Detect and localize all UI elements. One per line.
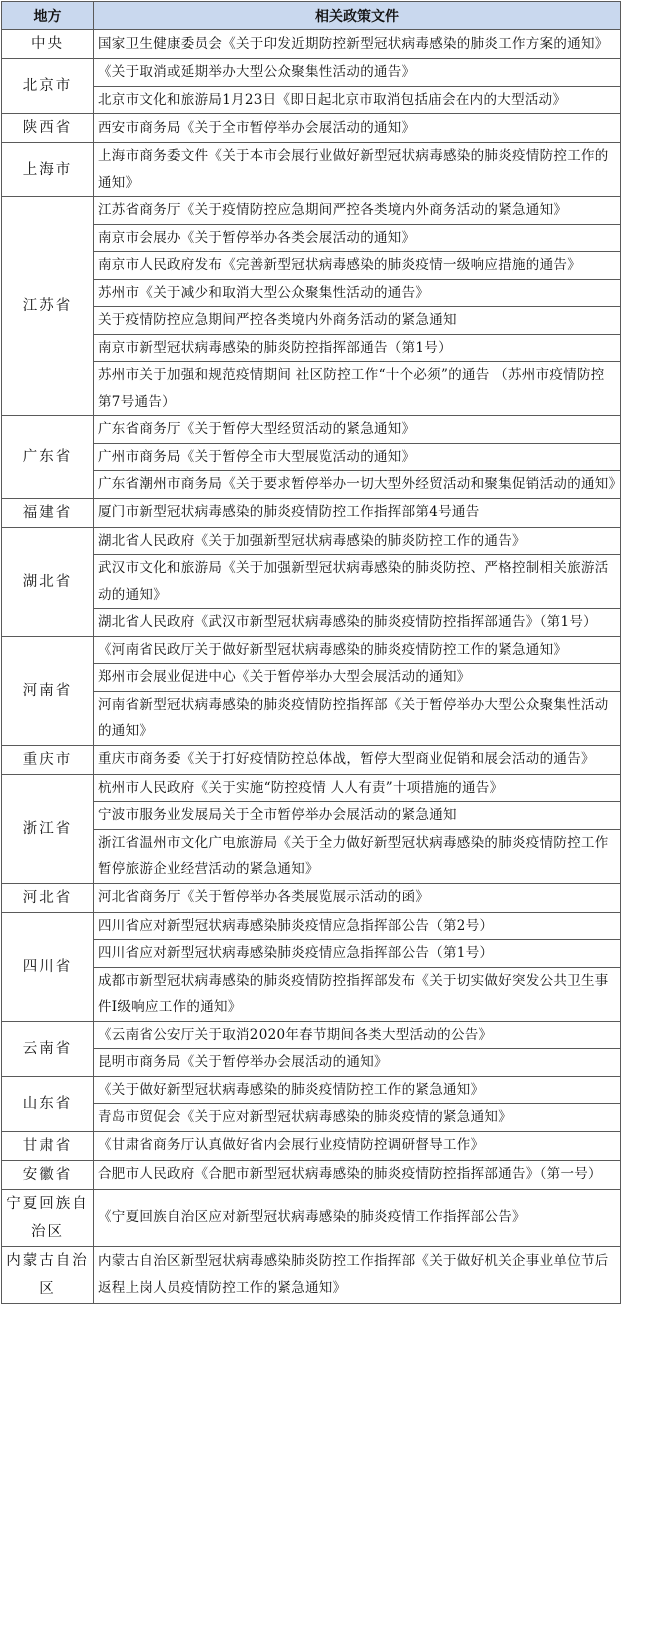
policy-document-cell: 重庆市商务委《关于打好疫情防控总体战，暂停大型商业促销和展会活动的通告》 — [94, 745, 621, 774]
table-row — [2, 279, 621, 307]
policy-document-cell: 厦门市新型冠状病毒感染的肺炎疫情防控工作指挥部第4号通告 — [94, 498, 621, 527]
table-row — [2, 30, 621, 59]
policy-document-cell: 广东省商务厅《关于暂停大型经贸活动的紧急通知》 — [94, 416, 621, 444]
policy-document-cell: 南京市新型冠状病毒感染的肺炎防控指挥部通告（第1号） — [94, 334, 621, 362]
policy-table — [1, 1, 621, 1304]
policy-document-cell: 《河南省民政厅关于做好新型冠状病毒感染的肺炎疫情防控工作的紧急通知》 — [94, 636, 621, 664]
region-cell: 甘肃省 — [2, 1131, 94, 1160]
region-cell: 湖北省 — [2, 527, 94, 636]
table-row — [2, 416, 621, 444]
table-row — [2, 1160, 621, 1189]
region-column-header: 地方 — [2, 2, 94, 30]
table-row — [2, 1104, 621, 1132]
policy-document-cell: 河南省新型冠状病毒感染的肺炎疫情防控指挥部《关于暂停举办大型公众聚集性活动的通知》 — [94, 691, 621, 745]
region-cell: 四川省 — [2, 912, 94, 1021]
region-cell: 重庆市 — [2, 745, 94, 774]
region-cell: 陕西省 — [2, 114, 94, 143]
policy-document-cell: 南京市人民政府发布《完善新型冠状病毒感染的肺炎疫情一级响应措施的通告》 — [94, 252, 621, 280]
table-row — [2, 774, 621, 802]
policy-document-cell: 湖北省人民政府《关于加强新型冠状病毒感染的肺炎防控工作的通告》 — [94, 527, 621, 555]
region-cell: 云南省 — [2, 1021, 94, 1076]
table-row — [2, 197, 621, 225]
table-row — [2, 745, 621, 774]
table-row — [2, 967, 621, 1021]
table-row — [2, 609, 621, 637]
table-row — [2, 252, 621, 280]
table-row — [2, 362, 621, 416]
policy-document-cell: 河北省商务厅《关于暂停举办各类展览展示活动的函》 — [94, 883, 621, 912]
table-row — [2, 443, 621, 471]
policy-document-cell: 内蒙古自治区新型冠状病毒感染肺炎防控工作指挥部《关于做好机关企事业单位节后返程上岗人员疫情防控工作的紧急通知》 — [94, 1246, 621, 1303]
region-cell: 上海市 — [2, 143, 94, 197]
header-row — [2, 2, 621, 30]
table-row — [2, 334, 621, 362]
policy-document-cell: 《甘肃省商务厅认真做好省内会展行业疫情防控调研督导工作》 — [94, 1131, 621, 1160]
table-row — [2, 307, 621, 335]
region-cell: 江苏省 — [2, 197, 94, 416]
table-row — [2, 1076, 621, 1104]
policy-document-cell: 北京市文化和旅游局1月23日《即日起北京市取消包括庙会在内的大型活动》 — [94, 86, 621, 114]
table-row — [2, 664, 621, 692]
table-row — [2, 1131, 621, 1160]
region-cell: 宁夏回族自治区 — [2, 1189, 94, 1246]
table-row — [2, 1246, 621, 1303]
policy-document-cell: 昆明市商务局《关于暂停举办会展活动的通知》 — [94, 1049, 621, 1077]
table-row — [2, 527, 621, 555]
table-row — [2, 636, 621, 664]
policy-document-cell: 《宁夏回族自治区应对新型冠状病毒感染的肺炎疫情工作指挥部公告》 — [94, 1189, 621, 1246]
table-row — [2, 1189, 621, 1246]
table-row — [2, 555, 621, 609]
policy-document-cell: 关于疫情防控应急期间严控各类境内外商务活动的紧急通知 — [94, 307, 621, 335]
policy-document-cell: 郑州市会展业促进中心《关于暂停举办大型会展活动的通知》 — [94, 664, 621, 692]
table-row — [2, 883, 621, 912]
policy-document-cell: 武汉市文化和旅游局《关于加强新型冠状病毒感染的肺炎防控、严格控制相关旅游活动的通知》 — [94, 555, 621, 609]
table-row — [2, 802, 621, 830]
policy-document-cell: 国家卫生健康委员会《关于印发近期防控新型冠状病毒感染的肺炎工作方案的通知》 — [94, 30, 621, 59]
table-row — [2, 498, 621, 527]
table-row — [2, 691, 621, 745]
policy-document-cell: 苏州市关于加强和规范疫情期间 社区防控工作“十个必须”的通告 （苏州市疫情防控第7号通告） — [94, 362, 621, 416]
table-row — [2, 1049, 621, 1077]
region-cell: 河南省 — [2, 636, 94, 745]
region-cell: 中央 — [2, 30, 94, 59]
policy-document-cell: 南京市会展办《关于暂停举办各类会展活动的通知》 — [94, 224, 621, 252]
table-body — [2, 30, 621, 1304]
region-cell: 广东省 — [2, 416, 94, 499]
table-row — [2, 912, 621, 940]
table-row — [2, 471, 621, 499]
table-row — [2, 829, 621, 883]
table-row — [2, 224, 621, 252]
policy-document-cell: 《云南省公安厅关于取消2020年春节期间各类大型活动的公告》 — [94, 1021, 621, 1049]
policy-document-cell: 青岛市贸促会《关于应对新型冠状病毒感染的肺炎疫情的紧急通知》 — [94, 1104, 621, 1132]
policy-document-cell: 广州市商务局《关于暂停全市大型展览活动的通知》 — [94, 443, 621, 471]
policy-document-cell: 《关于取消或延期举办大型公众聚集性活动的通告》 — [94, 59, 621, 87]
region-cell: 福建省 — [2, 498, 94, 527]
table-row — [2, 1021, 621, 1049]
policy-document-cell: 四川省应对新型冠状病毒感染肺炎疫情应急指挥部公告（第1号） — [94, 940, 621, 968]
policy-document-cell: 湖北省人民政府《武汉市新型冠状病毒感染的肺炎疫情防控指挥部通告》（第1号） — [94, 609, 621, 637]
policy-document-cell: 成都市新型冠状病毒感染的肺炎疫情防控指挥部发布《关于切实做好突发公共卫生事件Ⅰ级响应工作的通知》 — [94, 967, 621, 1021]
region-cell: 安徽省 — [2, 1160, 94, 1189]
table-row — [2, 86, 621, 114]
region-cell: 内蒙古自治区 — [2, 1246, 94, 1303]
table-row — [2, 59, 621, 87]
region-cell: 河北省 — [2, 883, 94, 912]
table-row — [2, 143, 621, 197]
policy-document-cell: 浙江省温州市文化广电旅游局《关于全力做好新型冠状病毒感染的肺炎疫情防控工作暂停旅游企业经营活动的紧急通知》 — [94, 829, 621, 883]
policy-document-cell: 《关于做好新型冠状病毒感染的肺炎疫情防控工作的紧急通知》 — [94, 1076, 621, 1104]
policy-document-cell: 广东省潮州市商务局《关于要求暂停举办一切大型外经贸活动和聚集促销活动的通知》 — [94, 471, 621, 499]
policy-document-cell: 西安市商务局《关于全市暂停举办会展活动的通知》 — [94, 114, 621, 143]
table-row — [2, 114, 621, 143]
policy-document-cell: 四川省应对新型冠状病毒感染肺炎疫情应急指挥部公告（第2号） — [94, 912, 621, 940]
policy-document-cell: 江苏省商务厅《关于疫情防控应急期间严控各类境内外商务活动的紧急通知》 — [94, 197, 621, 225]
policy-document-cell: 杭州市人民政府《关于实施“防控疫情 人人有责”十项措施的通告》 — [94, 774, 621, 802]
policy-document-cell: 上海市商务委文件《关于本市会展行业做好新型冠状病毒感染的肺炎疫情防控工作的通知》 — [94, 143, 621, 197]
table-row — [2, 940, 621, 968]
policy-document-cell: 苏州市《关于减少和取消大型公众聚集性活动的通告》 — [94, 279, 621, 307]
region-cell: 北京市 — [2, 59, 94, 114]
region-cell: 山东省 — [2, 1076, 94, 1131]
region-cell: 浙江省 — [2, 774, 94, 883]
documents-column-header: 相关政策文件 — [94, 2, 621, 30]
policy-document-cell: 宁波市服务业发展局关于全市暂停举办会展活动的紧急通知 — [94, 802, 621, 830]
policy-document-cell: 合肥市人民政府《合肥市新型冠状病毒感染的肺炎疫情防控指挥部通告》（第一号） — [94, 1160, 621, 1189]
